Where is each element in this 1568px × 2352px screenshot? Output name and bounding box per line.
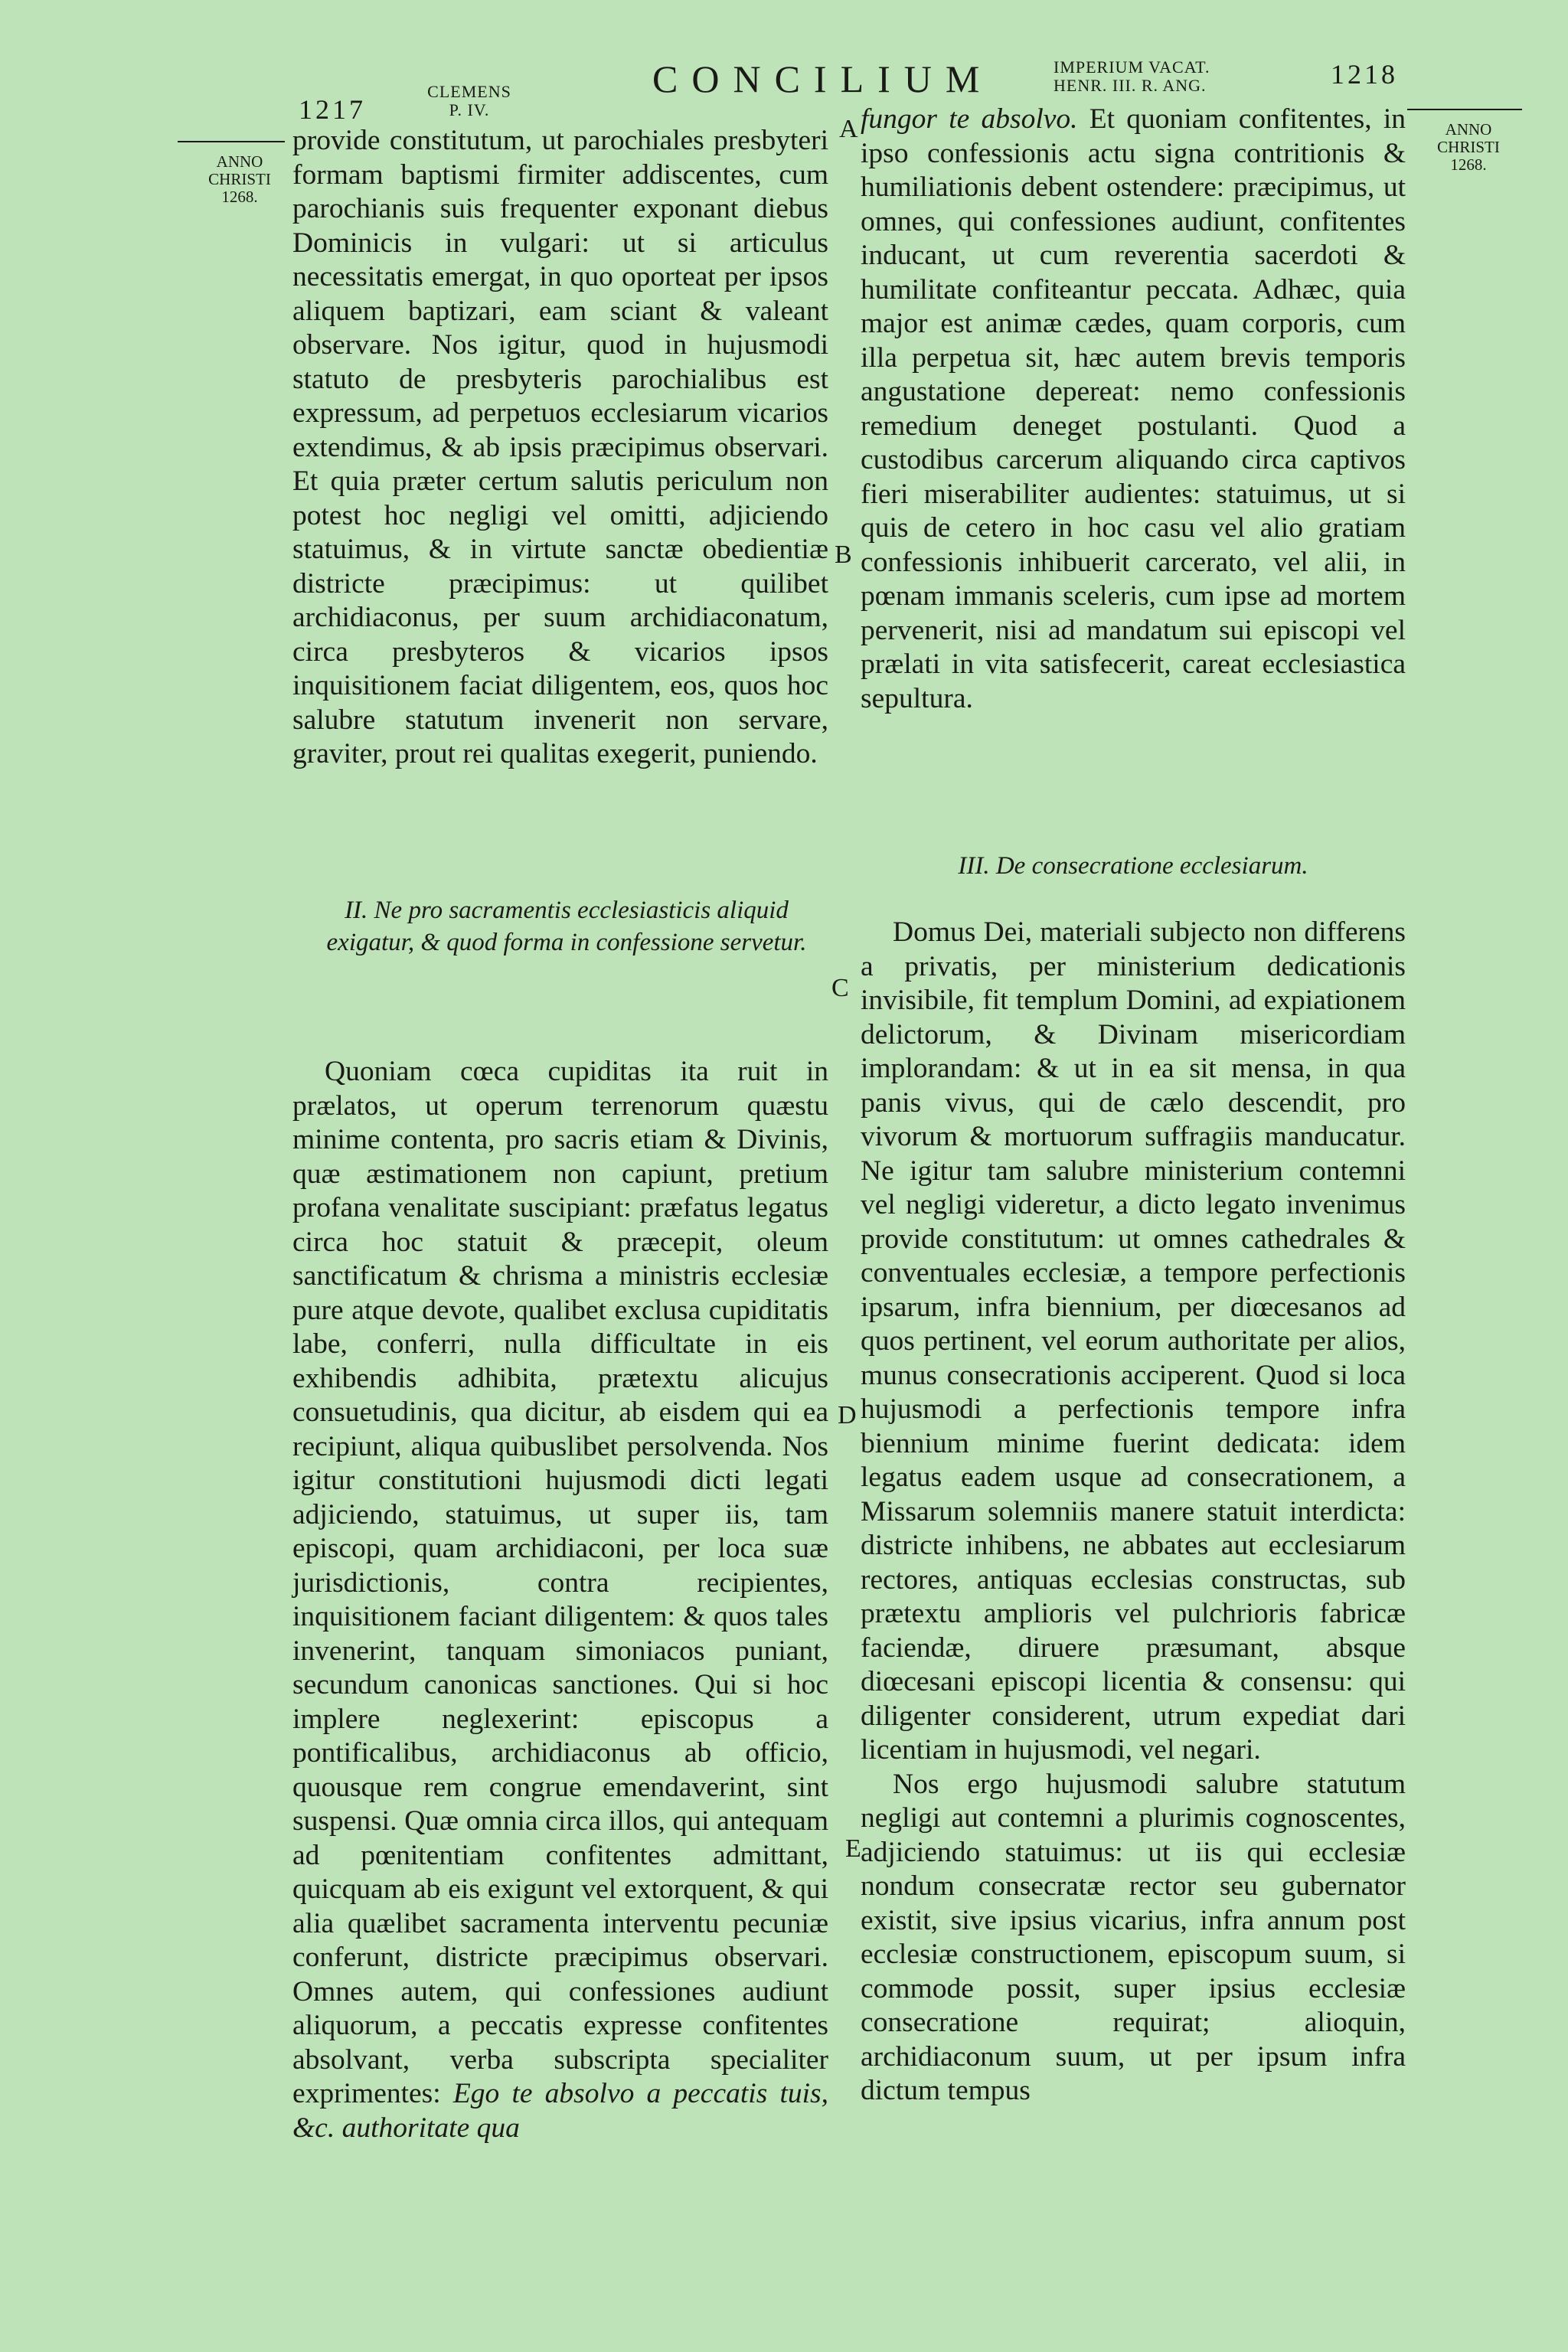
section-marker-b: B	[835, 541, 852, 569]
right-paragraph-2: Domus Dei, materiali subjecto non differens a privatis, per ministerium dedicationis invisibile, fit templum Domini, ad expiationem delictorum, & Divinam misericordiam implorandam: & ut in ea sit mensa, in qua panis vivus, qui de cælo descendit, pro vivorum & mortuorum suffragiis manducatur. Ne igitur tam salubre ministerium contemni vel negligi videretur, a dicto legato invenimus provide constitutum: ut omnes cathedrales & conventuales ecclesiæ, a tempore perfectionis ipsarum, infra biennium, per diœcesanos ad quos pertinent, vel eorum authoritate per alios, munus consecrationis acciperent. Quod si loca hujusmodi a perfectionis tempore infra biennium minime fuerint dedicata: idem legatus eadem usque ad consecrationem, a Missarum solemniis manere statuit interdicta: districte inhibens, ne abbates aut ecclesiarum rectores, antiquas ecclesias constructas, sub prætextu amplioris vel pulchrioris fabricæ faciendæ, diruere præsumant, absque diœcesani episcopi licentia & consensu: qui diligenter considerent, utrum expediat dari licentiam in hujusmodi, vel negari.	[861, 916, 1406, 1766]
right-paragraph-3: Nos ergo hujusmodi salubre statutum negligi aut contemni a plurimis cognoscentes, adjiciendo statuimus: ut iis qui ecclesiæ nondum consecratæ rector seu gubernator existit, sive ipsius vicarius, infra annum post ecclesiæ constructionem, episcopum suum, si commode possit, super ipsius ecclesiæ consecratione requirat; alioquin, archidiaconum suum, ut per ipsum infra dictum tempus	[861, 1768, 1406, 2106]
left-anno-line2: CHRISTI	[208, 170, 271, 188]
right-paragraph-1-italic: fungor te absolvo.	[861, 103, 1078, 135]
left-page-number: 1217	[299, 94, 366, 125]
right-running-head-line1: IMPERIUM VACAT.	[1054, 57, 1210, 77]
left-margin-rule	[178, 141, 285, 142]
right-running-head	[1054, 58, 1321, 95]
section-marker-a: A	[839, 115, 858, 143]
right-anno-line1: ANNO	[1445, 120, 1492, 139]
right-paragraph-1-text: Et quoniam confitentes, in ipso confessionis actu signa contritionis & humiliationis debent ostendere: præcipimus, ut omnes, qui confessiones audiunt, confitentes inducant, ut cum reverentia sacerdoti & humilitate confiteantur peccata. Adhæc, quia major est animæ cædes, quam corporis, cum illa perpetua sit, hæc autem brevis temporis angustatione depereat: nemo confessionis remedium deneget postulanti. Quod a custodibus carcerum aliquando circa captivos fieri miserabiliter audientes: statuimus, ut si quis de cetero in hoc casu vel alio gratiam confessionis inhibuerit carcerato, vel alii, in pœnam immanis sceleris, cum ipse ad mortem pervenerit, nisi ad mandatum sui episcopi vel prælati in vita satisfecerit, careat ecclesiastica sepultura.	[861, 103, 1406, 714]
section-marker-e: E	[845, 1834, 861, 1863]
left-running-head	[420, 83, 519, 119]
right-anno-year: 1268.	[1450, 155, 1487, 174]
left-column-text-2	[292, 1055, 828, 2145]
right-running-head-line2: HENR. III. R. ANG.	[1054, 76, 1207, 95]
section-marker-c: C	[831, 974, 849, 1002]
right-anno-note	[1415, 121, 1522, 174]
section-heading-ii: II. Ne pro sacramentis ecclesiasticis aliquid exigatur, & quod forma in confessione servetur.	[326, 897, 807, 956]
page-title: CONCILIUM	[652, 57, 994, 100]
right-paragraph-1	[861, 103, 1406, 716]
section-marker-d: D	[838, 1401, 857, 1429]
right-column-text-2	[861, 916, 1406, 2109]
section-heading-iii: III. De consecratione ecclesiarum.	[958, 852, 1308, 880]
right-margin-rule	[1407, 109, 1522, 110]
left-paragraph-2-text: Quoniam cœca cupiditas ita ruit in prælatos, ut operum terrenorum quæstu minime contenta, pro sacris etiam & Divinis, quæ æstimationem non capiunt, pretium profana venalitate suscipiant: præfatus legatus circa hoc statuit & præcepit, oleum sanctificatum & chrisma a ministris ecclesiæ pure atque devote, qualibet exclusa cupiditatis labe, conferri, nulla difficultate in eis exhibendis adhibita, prætextu alicujus consuetudinis, qua dicitur, ab eisdem qui ea recipiunt, aliqua quibuslibet persolvenda. Nos igitur constitutioni hujusmodi dicti legati adjiciendo, statuimus, ut super iis, tam episcopi, quam archidiaconi, per loca suæ jurisdictionis, contra recipientes, inquisitionem faciant diligentem: & quos tales invenerint, tanquam simoniacos puniant, secundum canonicas sanctiones. Qui si hoc implere neglexerint: episcopus a pontificalibus, archidiaconus ab officio, quousque rem congrue emendaverint, sint suspensi. Quæ omnia circa illos, qui antequam ad pœnitentiam confitentes admittant, quicquam ab eis exigunt vel extorquent, & qui alia quælibet sacramenta interventu pecuniæ conferunt, districte præcipimus observari. Omnes autem, qui confessiones audiunt aliquorum, a peccatis expresse confitentes absolvant, verba subscripta specialiter exprimentes:	[292, 1056, 828, 2109]
left-running-head-line1: CLEMENS	[427, 82, 511, 101]
left-paragraph-2-italic: Ego te absolvo a peccatis tuis, &c. authoritate qua	[292, 2078, 829, 2144]
right-column-text-1	[861, 103, 1406, 716]
left-anno-note	[190, 153, 289, 206]
left-paragraph-1: provide constitutum, ut parochiales presbyteri formam baptismi firmiter addiscentes, cum parochianis suis frequenter exponant diebus Dominicis in vulgari: ut si articulus necessitatis emergat, in quo oporteat per ipsos aliquem baptizari, eam sciant & valeant observare. Nos igitur, quod in hujusmodi statuto de presbyteris parochialibus est expressum, ad perpetuos ecclesiarum vicarios extendimus, & ab ipsis præcipimus observari. Et quia præter certum salutis periculum non potest hoc negligi vel omitti, adjiciendo statuimus, & in virtute sanctæ obedientiæ districte præcipimus: ut quilibet archidiaconus, per suum archidiaconatum, circa presbyteros & vicarios ipsos inquisitionem faciat diligentem, eos, quos hoc salubre statutum invenerit non servare, graviter, prout rei qualitas exegerit, puniendo.	[292, 125, 828, 769]
left-anno-year: 1268.	[221, 188, 258, 206]
left-running-head-line2: P. IV.	[449, 100, 490, 119]
right-page-number: 1218	[1331, 59, 1398, 90]
right-anno-line2: CHRISTI	[1437, 138, 1500, 156]
left-anno-line1: ANNO	[216, 152, 263, 171]
left-paragraph-2	[292, 1055, 828, 2145]
left-column-text-1	[292, 124, 828, 772]
